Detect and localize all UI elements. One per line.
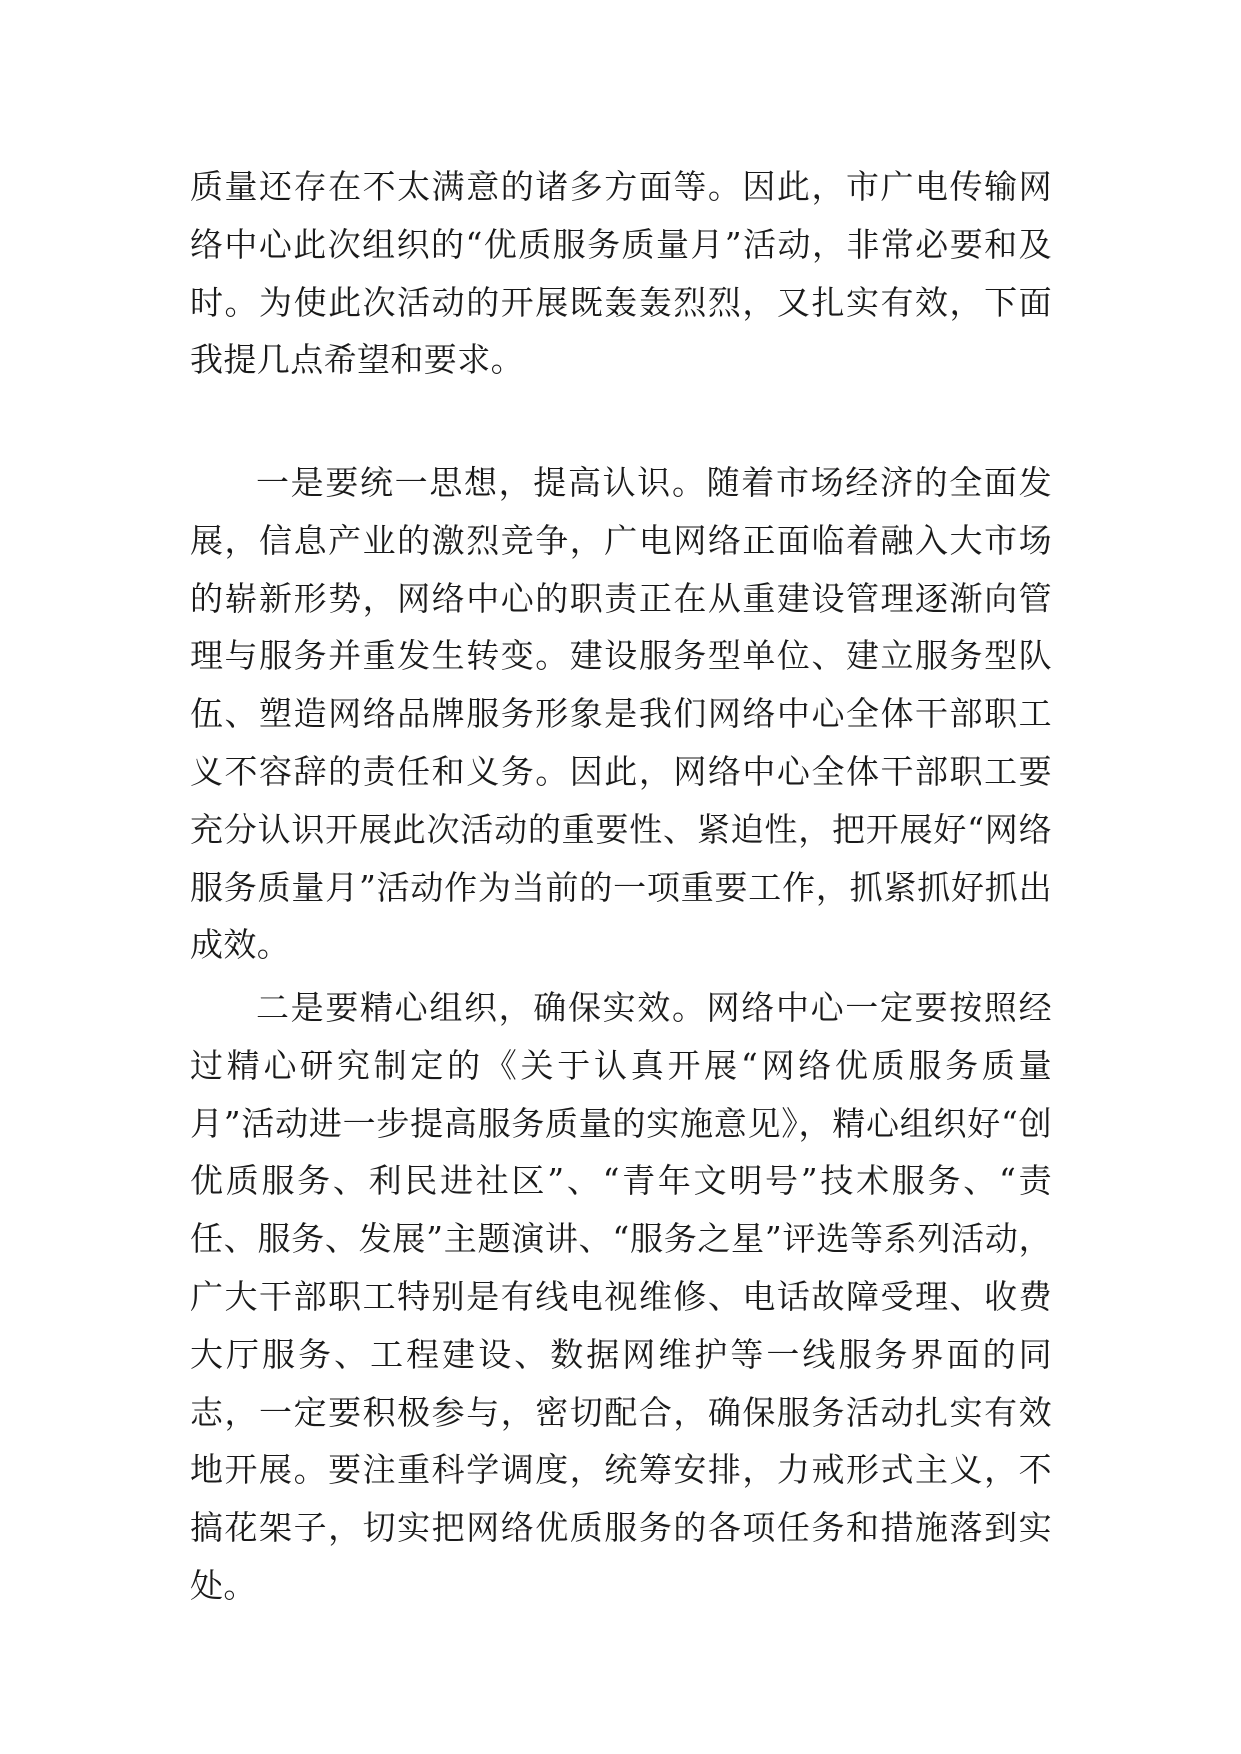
paragraph-continuation: 质量还存在不太满意的诸多方面等。因此，市广电传输网络中心此次组织的“优质服务质量月”活动，非常必要和及时。为使此次活动的开展既轰轰烈烈，又扎实有效，下面我提几点希望和要求。 bbox=[190, 167, 1052, 380]
paragraph-point-one: 一是要统一思想，提高认识。随着市场经济的全面发展，信息产业的激烈竞争，广电网络正面临着融入大市场的崭新形势，网络中心的职责正在从重建设管理逐渐向管理与服务并重发生转变。建设服务型单位、建立服务型队伍、塑造网络品牌服务形象是我们网络中心全体干部职工义不容辞的责任和义务。因此，网络中心全体干部职工要充分认识开展此次活动的重要性、紧迫性，把开展好“网络服务质量月”活动作为当前的一项重要工作，抓紧抓好抓出成效。 bbox=[190, 463, 1052, 965]
paragraph-point-two: 二是要精心组织，确保实效。网络中心一定要按照经过精心研究制定的《关于认真开展“网络优质服务质量月”活动进一步提高服务质量的实施意见》，精心组织好“创优质服务、利民进社区”、“青年文明号”技术服务、“责任、服务、发展”主题演讲、“服务之星”评选等系列活动，广大干部职工特别是有线电视维修、电话故障受理、收费大厅服务、工程建设、数据网维护等一线服务界面的同志，一定要积极参与，密切配合，确保服务活动扎实有效地开展。要注重科学调度，统筹安排，力戒形式主义，不搞花架子，切实把网络优质服务的各项任务和措施落到实处。 bbox=[190, 988, 1052, 1605]
